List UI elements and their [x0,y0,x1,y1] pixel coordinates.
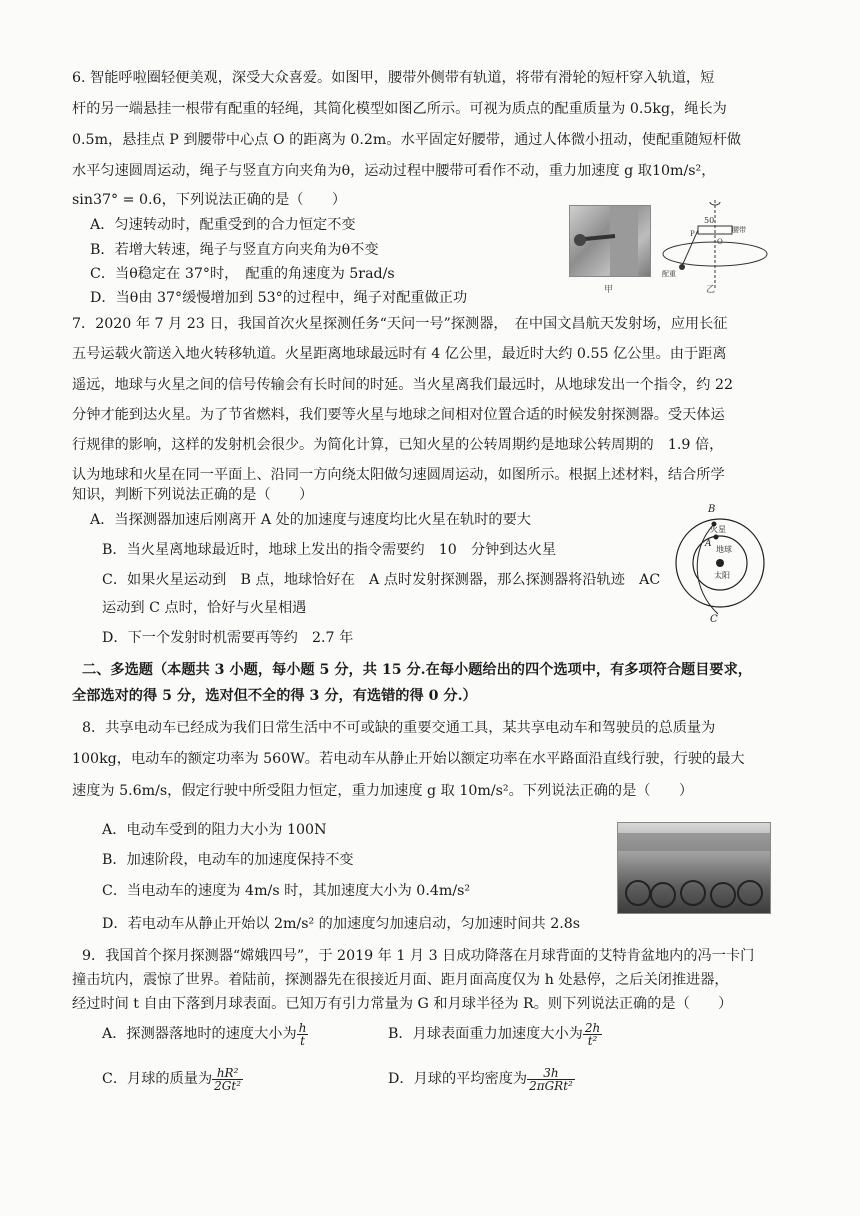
q7-option-b: B．当火星离地球最近时，地球上发出的指令需要约 10 分钟到达火星 [102,542,557,558]
q7-point-b-label: B [708,504,716,515]
q9-option-a-text: A．探测器落地时的速度大小为 [102,1026,297,1042]
q7-stem-line-3: 遥远，地球与火星之间的信号传输会有长时间的时延。当火星离我们最远时，从地球发出一个指令，约 22 [72,377,734,393]
q6-option-c: C．当θ稳定在 37°时， 配重的角速度为 5rad/s [90,266,395,282]
q7-stem-line-2: 五号运载火箭送入地火转移轨道。火星距离地球最远时有 4 亿公里，最近时大约 0.55 亿公里。由于距离 [72,346,727,362]
q9-option-a-denominator: t [300,1033,305,1048]
q6-stem-line-4: 水平匀速圆周运动，绳子与竖直方向夹角为θ，运动过程中腰带可看作不动，重力加速度 g 取10m/s²， [72,163,716,179]
q7-stem-line-1: 7．2020 年 7 月 23 日，我国首次火星探测任务“天问一号”探测器， 在中国文昌航天发射场，应用长征 [72,316,728,332]
q7-option-c-line-1: C．如果火星运动到 B 点，地球恰好在 A 点时发射探测器，那么探测器将沿轨迹 AC [102,572,661,588]
q8-option-a: A．电动车受到的阻力大小为 100N [102,822,327,838]
q7-stem-line-5: 行规律的影响，这样的发射机会很少。为简化计算，已知火星的公转周期约是地球公转周期的 1.9 倍， [72,437,724,453]
q8-stem-line-3: 速度为 5.6m/s，假定行驶中所受阻力恒定，重力加速度 g 取 10m/s²。下列说法正确的是（ ） [72,783,694,799]
q9-option-c-fraction [212,1067,243,1092]
q9-option-d-text: D．月球的平均密度为 [388,1071,528,1087]
q7-point-a-label: A [705,539,712,549]
q7-option-d: D．下一个发射时机需要再等约 2.7 年 [102,630,354,646]
q8-stem-line-1: 8．共享电动车已经成为我们日常生活中不可或缺的重要交通工具，某共享电动车和驾驶员的总质量为 [82,720,716,736]
q9-option-b-denominator: t² [587,1033,598,1048]
q9-option-d-numerator: 3h [527,1067,575,1080]
q7-stem-line-6: 认为地球和火星在同一平面上、沿同一方向绕太阳做匀速圆周运动，如图所示。根据上述材料，结合所学 [72,467,725,483]
q7-earth-label: 地球 [716,545,732,554]
q7-point-c-label: C [710,614,718,625]
section2-header-line-1: 二、多选题（本题共 3 小题，每小题 5 分，共 15 分.在每小题给出的四个选项中，有多项符合题目要求， [82,662,752,678]
q9-stem-line-3: 经过时间 t 自由下落到月球表面。已知万有引力常量为 G 和月球半径为 R。则下列说法正确的是（ ） [72,996,733,1012]
q6-diagram-angle-label: 50 [704,216,715,225]
q6-stem-line-3: 0.5m，悬挂点 P 到腰带中心点 O 的距离为 0.2m。水平固定好腰带，通过人体微小扭动，使配重随短杆做 [72,132,742,148]
q6-photo-hula-hoop [569,205,651,277]
q6-stem-line-1: 6. 智能呼啦圈轻便美观，深受大众喜爱。如图甲，腰带外侧带有轨道，将带有滑轮的短杆穿入轨道，短 [72,70,715,86]
q9-option-a-numerator: h [298,1020,307,1035]
q6-stem-line-2: 杆的另一端悬挂一根带有配重的轻绳，其简化模型如图乙所示。可视为质点的配重质量为 0.5kg，绳长为 [72,101,727,117]
q9-stem-line-1: 9．我国首个探月探测器“嫦娥四号”，于 2019 年 1 月 3 日成功降落在月球背面的艾特肯盆地内的冯一卡门 [82,948,755,964]
q6-fig-jia-caption: 甲 [604,285,614,295]
q6-option-a: A．匀速转动时，配重受到的合力恒定不变 [90,217,356,233]
q7-stem-line-7: 知识，判断下列说法正确的是（ ） [72,487,314,503]
q9-option-b [388,1017,602,1051]
q9-option-b-numerator: 2h [584,1020,601,1035]
q7-option-c-line-2: 运动到 C 点时，恰好与火星相遇 [102,600,307,616]
q7-sun-label: 太阳 [714,571,730,580]
q7-option-a: A．当探测器加速后刚离开 A 处的加速度与速度均比火星在轨时的要大 [90,512,531,528]
q9-option-c-numerator: hR² [212,1067,243,1080]
q7-stem-line-4: 分钟才能到达火星。为了节省燃料，我们要等火星与地球之间相对位置合适的时候发射探测器。受天体运 [72,407,725,423]
q9-option-b-text: B．月球表面重力加速度大小为 [388,1026,583,1042]
q6-stem-line-5: sin37° = 0.6，下列说法正确的是（ ） [72,192,347,208]
q6-option-d: D．当θ由 37°缓慢增加到 53°的过程中，绳子对配重做正功 [90,290,468,306]
q9-option-d [388,1062,575,1096]
q6-option-b: B．若增大转速，绳子与竖直方向夹角为θ不变 [90,242,379,258]
q9-option-c-denominator: 2Gt² [214,1078,242,1093]
q9-stem-line-2: 撞击坑内，震惊了世界。着陆前，探测器先在很接近月面、距月面高度仅为 h 处悬停，之后关闭推进器， [72,972,729,988]
q9-option-d-fraction [527,1067,575,1092]
q7-mars-label: 火星 [710,525,726,534]
section2-header-line-2: 全部选对的得 5 分，选对但不全的得 3 分，有选错的得 0 分.） [72,688,477,704]
q8-stem-line-2: 100kg，电动车的额定功率为 560W。若电动车从静止开始以额定功率在水平路面沿直线行驶，行驶的最大 [72,751,745,767]
q6-diagram-waist-label: 腰带 [732,226,746,234]
q8-option-b: B．加速阶段，电动车的加速度保持不变 [102,852,354,868]
q9-option-c [102,1062,243,1096]
q8-option-c: C．当电动车的速度为 4m/s 时，其加速度大小为 0.4m/s² [102,883,471,899]
q9-option-a [102,1017,308,1051]
q8-option-d: D．若电动车从静止开始以 2m/s² 的加速度匀加速启动，匀加速时间共 2.8s [102,916,581,932]
q6-diagram-weight-label: 配重 [662,270,676,278]
q6-diagram-p-label: P [690,230,695,238]
q9-option-b-fraction [583,1022,602,1047]
q9-option-a-fraction [297,1022,309,1047]
q7-orbit-diagram [672,500,768,626]
q8-photo-shared-bikes [617,822,771,914]
q9-option-c-text: C．月球的质量为 [102,1071,213,1087]
q6-fig-yi-caption: 乙 [706,285,716,295]
q6-diagram-o-label: O [717,238,723,246]
q9-option-d-denominator: 2πGRt² [529,1078,573,1093]
